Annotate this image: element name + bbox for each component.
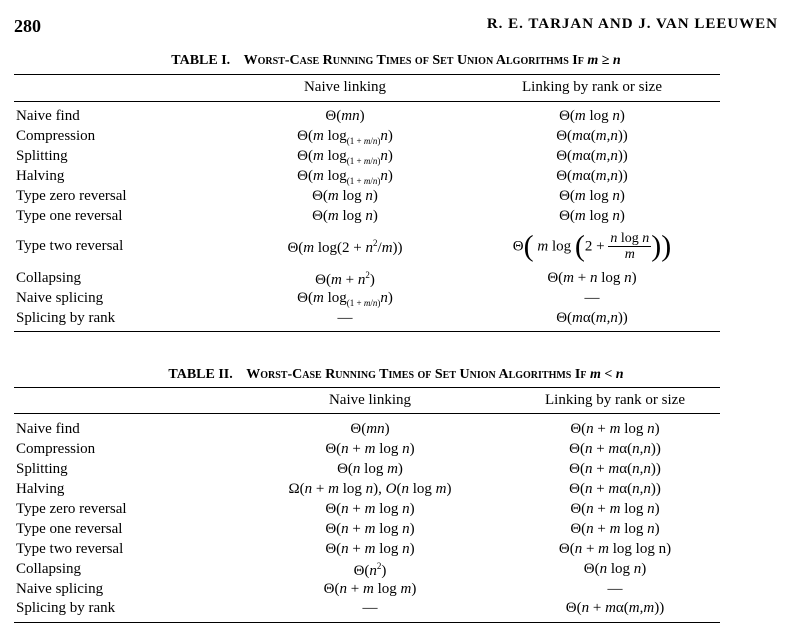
table-row-label: Type two reversal (16, 541, 124, 557)
table1-header-rule (14, 101, 720, 102)
table-row-label: Compression (16, 128, 96, 144)
table-cell: Θ(n + m log n) (570, 421, 660, 437)
table-cell: Θ(m log n) (559, 188, 625, 204)
table-row-label: Splitting (16, 461, 68, 477)
table-cell: Θ(m + n log n) (547, 270, 637, 286)
table-cell: Θ(n + m log n) (325, 541, 415, 557)
table1-col-rank: Linking by rank or size (522, 79, 662, 95)
table2-top-rule (14, 387, 720, 388)
table-row-label: Halving (16, 168, 65, 184)
table-cell: Θ( m log (2 + $\frac{\text{n log n}}{m}$ )) (512, 229, 672, 263)
table-cell: Θ(mα(m,n)) (556, 168, 628, 184)
table-row-label: Type one reversal (16, 521, 123, 537)
table2-condition: m < n (589, 367, 624, 382)
table-row-label: Naive find (16, 421, 80, 437)
table-cell: — (584, 290, 600, 306)
table1-label: TABLE I. (171, 53, 231, 68)
table-row-label: Splicing by rank (16, 600, 116, 616)
table2-label: TABLE II. (168, 367, 233, 382)
table-cell: Θ(n log n) (583, 561, 647, 577)
table-row-label: Compression (16, 441, 96, 457)
table-cell: Θ(m $\log(2 + n^2/m)$) (287, 238, 403, 256)
table2-header-rule (14, 413, 720, 414)
table1-title: Worst-Case Running Times of Set Union Algorithms If (243, 53, 584, 68)
table-row-label: Naive splicing (16, 290, 104, 306)
table-row-label: Naive splicing (16, 581, 104, 597)
table2-bottom-rule (14, 622, 720, 623)
table1-bottom-rule (14, 331, 720, 332)
table2-col-naive: Naive linking (328, 392, 412, 408)
table2-title: Worst-Case Running Times of Set Union Algorithms If (246, 367, 587, 382)
table1-condition: m ≥ n (587, 53, 621, 68)
table-cell: Θ(mα(m,n)) (556, 128, 628, 144)
table-row-label: Collapsing (16, 561, 82, 577)
table-cell: Θ(m $\log_{(1 + m/n)}n$) (297, 290, 393, 308)
table-cell: Θ(n log m) (337, 461, 403, 477)
table-cell: Θ(n + m log n) (570, 521, 660, 537)
table-cell: Θ(m log n) (312, 208, 378, 224)
table-cell: Θ(n + m log n) (325, 521, 415, 537)
table-cell: Θ(m $\log_{(1 + m/n)}n$) (297, 148, 393, 166)
table-cell: Θ(n + m log n) (325, 441, 415, 457)
table-row-label: Halving (16, 481, 65, 497)
table2-caption (0, 367, 792, 383)
table-cell: Θ(mn) (325, 108, 365, 124)
table-cell: Θ(n + mα(n,n)) (569, 461, 661, 477)
table2-col-rank: Linking by rank or size (545, 392, 685, 408)
table-row-label: Splicing by rank (16, 310, 116, 326)
table-row-label: Collapsing (16, 270, 82, 286)
table-row-label: Type zero reversal (16, 501, 127, 517)
table-row-label: Type zero reversal (16, 188, 127, 204)
table-cell: Ω(n + m log n), O(n log m) (288, 481, 452, 497)
table-cell: Θ(n + m log log n) (558, 541, 672, 557)
table-row-label: Type two reversal (16, 238, 124, 254)
table-cell: — (607, 581, 623, 597)
table-cell: — (337, 310, 353, 326)
page-number: 280 (14, 16, 41, 36)
table-cell: Θ(n + m log n) (570, 501, 660, 517)
table-cell: Θ(m log n) (559, 108, 625, 124)
page-header (14, 16, 778, 38)
table-cell: Θ(mα(m,n)) (556, 148, 628, 164)
table-cell: Θ(n + mα(n,n)) (569, 441, 661, 457)
table-cell: Θ(mα(m,n)) (556, 310, 628, 326)
table-row-label: Type one reversal (16, 208, 123, 224)
table-cell: Θ(n + mα(m,m)) (565, 600, 665, 616)
table1-top-rule (14, 74, 720, 75)
table-cell: $\Theta(n^2)$ (353, 561, 387, 579)
table-cell: Θ(n + mα(n,n)) (569, 481, 661, 497)
table1-col-naive: Naive linking (303, 79, 387, 95)
table-cell: Θ(m $\log_{(1 + m/n)}n$) (297, 128, 393, 146)
running-head: R. E. TARJAN AND J. VAN LEEUWEN (486, 16, 778, 32)
table-row-label: Naive find (16, 108, 80, 124)
table-cell: Θ(n + m log m) (323, 581, 417, 597)
table-cell: Θ(m $\log_{(1 + m/n)}n$) (297, 168, 393, 186)
table-cell: $\Theta(m + n^2)$ (315, 270, 375, 288)
table-cell: Θ(mn) (350, 421, 390, 437)
table-row-label: Splitting (16, 148, 68, 164)
table-cell: Θ(m log n) (559, 208, 625, 224)
table-cell: Θ(m log n) (312, 188, 378, 204)
table1-caption (0, 53, 792, 69)
table-cell: Θ(n + m log n) (325, 501, 415, 517)
table-cell: — (362, 600, 378, 616)
